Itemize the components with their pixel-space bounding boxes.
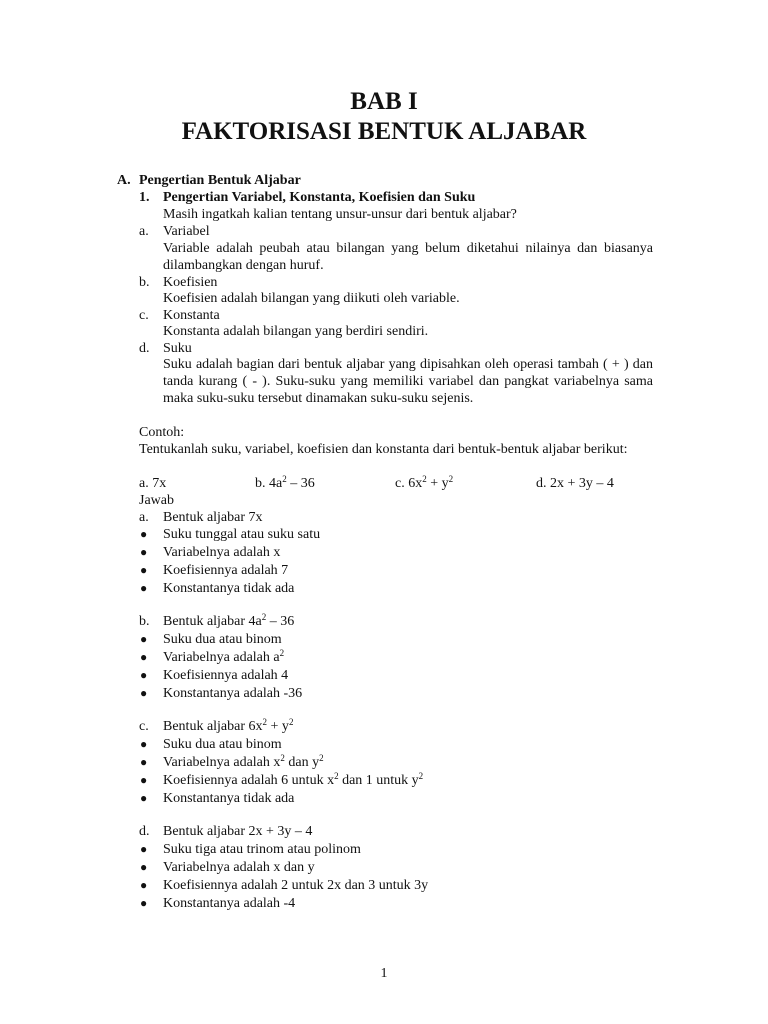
definition-term: Suku	[163, 341, 192, 356]
answer-d-label: d.	[139, 824, 150, 839]
answer-label: Jawab	[139, 493, 174, 508]
definition-label: d.	[139, 341, 150, 356]
bullet-icon: ●	[140, 878, 148, 892]
definition-label: b.	[139, 275, 150, 290]
bullet-icon: ●	[140, 773, 148, 787]
problem-a: a. 7x	[139, 476, 167, 491]
bullet-icon: ●	[140, 668, 148, 682]
answer-a-label: a.	[139, 510, 149, 525]
page-number: 1	[380, 966, 388, 981]
bullet-icon: ●	[140, 650, 148, 664]
definition-label: a.	[139, 224, 149, 239]
bullet-icon: ●	[140, 791, 148, 805]
subsection-1-heading: Pengertian Variabel, Konstanta, Koefisien dan Suku	[163, 190, 476, 205]
answer-d-heading: Bentuk aljabar 2x + 3y – 4	[163, 824, 313, 839]
definition-text: Suku adalah bagian dari bentuk aljabar yang dipisahkan oleh operasi tambah ( + ) dan tanda kurang ( - ). Suku-suku yang memiliki variabel dan pangkat variabelnya sama maka suku-suku tersebut dinamakan suku-suku sejenis.	[163, 357, 653, 406]
definition-text: Variable adalah peubah atau bilangan yang belum diketahui nilainya dan biasanya dilambangkan dengan huruf.	[163, 241, 653, 273]
answer-c-label: c.	[139, 719, 149, 734]
bullet-icon: ●	[140, 737, 148, 751]
section-a-label: A.	[117, 173, 131, 188]
definition-term: Konstanta	[163, 308, 220, 323]
answer-b-label: b.	[139, 614, 150, 629]
answer-b-heading: Bentuk aljabar $4a^2 - 36$	[163, 612, 295, 629]
bullet-icon: ●	[140, 527, 148, 541]
definition-text: Konstanta adalah bilangan yang berdiri sendiri.	[163, 324, 429, 339]
document-page: BAB I FAKTORISASI BENTUK ALJABAR A. Pengertian Bentuk Aljabar 1. Pengertian Variabel, Konstanta, Koefisien dan Suku Masih ingatkah kalian tentang unsur-unsur dari bentuk aljabar? a. Variabel Variable adalah peubah atau bilangan yang belum diketahui nilainya dan biasanya dilambangkan dengan huruf. b. Koefisien Koefisien adalah bilangan yang diikuti oleh variable. c. Konstanta Konstanta adalah bilangan yang berdiri sendiri. d. Suku Suku adalah bagian dari bentuk aljabar yang dipisahkan oleh operasi tambah ( + ) dan tanda kurang ( - ). Suku-suku yang memiliki variabel dan pangkat variabelnya sama maka suku-suku tersebut dinamakan suku-suku sejenis. Contoh: Tentukanlah suku, variabel, koefisien dan konstanta dari bentuk-bentuk aljabar berikut: a. 7x b. $4a^2 - 36$ c. $6x^2 + y^2$ d. 2x + 3y – 4 Jawab a. Bentuk aljabar 7x ● Suku tunggal atau suku satu ● Variabelnya adalah x ● Koefisiennya adalah 7 ● Konstantanya tidak ada b. Bentuk aljabar $4a^2 - 36$ ● Suku dua atau binom ● Variabelnya adalah $a^2$ ● Koefisiennya adalah 4 ● Konstantanya adalah -36 c. Bentuk aljabar $6x^2 + y^2$ ● Suku dua atau binom ● Variabelnya adalah $x^2$ dan $y^2$ ● Koefisiennya adalah 6 untuk $x^2$ dan 1 untuk $y^2$ ● Konstantanya tidak ada d. Bentuk aljabar 2x + 3y – 4 ● Suku tiga atau trinom atau polinom ● Variabelnya adalah x dan y ● Koefisiennya adalah 2 untuk 2x dan 3 untuk 3y ● Konstantanya adalah -4 1	[0, 0, 768, 1024]
answer-c-heading: Bentuk aljabar $6x^2 + y^2$	[163, 717, 294, 734]
bullet-icon: ●	[140, 632, 148, 646]
example-instruction: Tentukanlah suku, variabel, koefisien dan konstanta dari bentuk-bentuk aljabar berikut:	[139, 442, 628, 457]
bullet-icon: ●	[140, 896, 148, 910]
bullet-icon: ●	[140, 860, 148, 874]
problem-b: b. $4a^2 - 36$	[255, 474, 315, 491]
problem-d: d. 2x + 3y – 4	[536, 476, 614, 491]
definition-text: Koefisien adalah bilangan yang diikuti oleh variable.	[163, 291, 460, 306]
definition-term: Koefisien	[163, 275, 218, 290]
bullet-icon: ●	[140, 755, 148, 769]
example-heading: Contoh:	[139, 425, 185, 440]
chapter-number: BAB I	[350, 88, 418, 115]
bullet-icon: ●	[140, 581, 148, 595]
subsection-1-label: 1.	[139, 190, 150, 205]
bullet-icon: ●	[140, 545, 148, 559]
bullet-icon: ●	[140, 686, 148, 700]
bullet-icon: ●	[140, 842, 148, 856]
answer-a-heading: Bentuk aljabar 7x	[163, 510, 263, 525]
section-a-heading: Pengertian Bentuk Aljabar	[139, 173, 301, 188]
chapter-title: FAKTORISASI BENTUK ALJABAR	[181, 118, 587, 145]
problem-c: c. $6x^2 + y^2$	[395, 474, 454, 491]
definition-term: Variabel	[163, 224, 210, 239]
intro-question: Masih ingatkah kalian tentang unsur-unsur dari bentuk aljabar?	[163, 207, 517, 222]
bullet-icon: ●	[140, 563, 148, 577]
definition-label: c.	[139, 308, 149, 323]
